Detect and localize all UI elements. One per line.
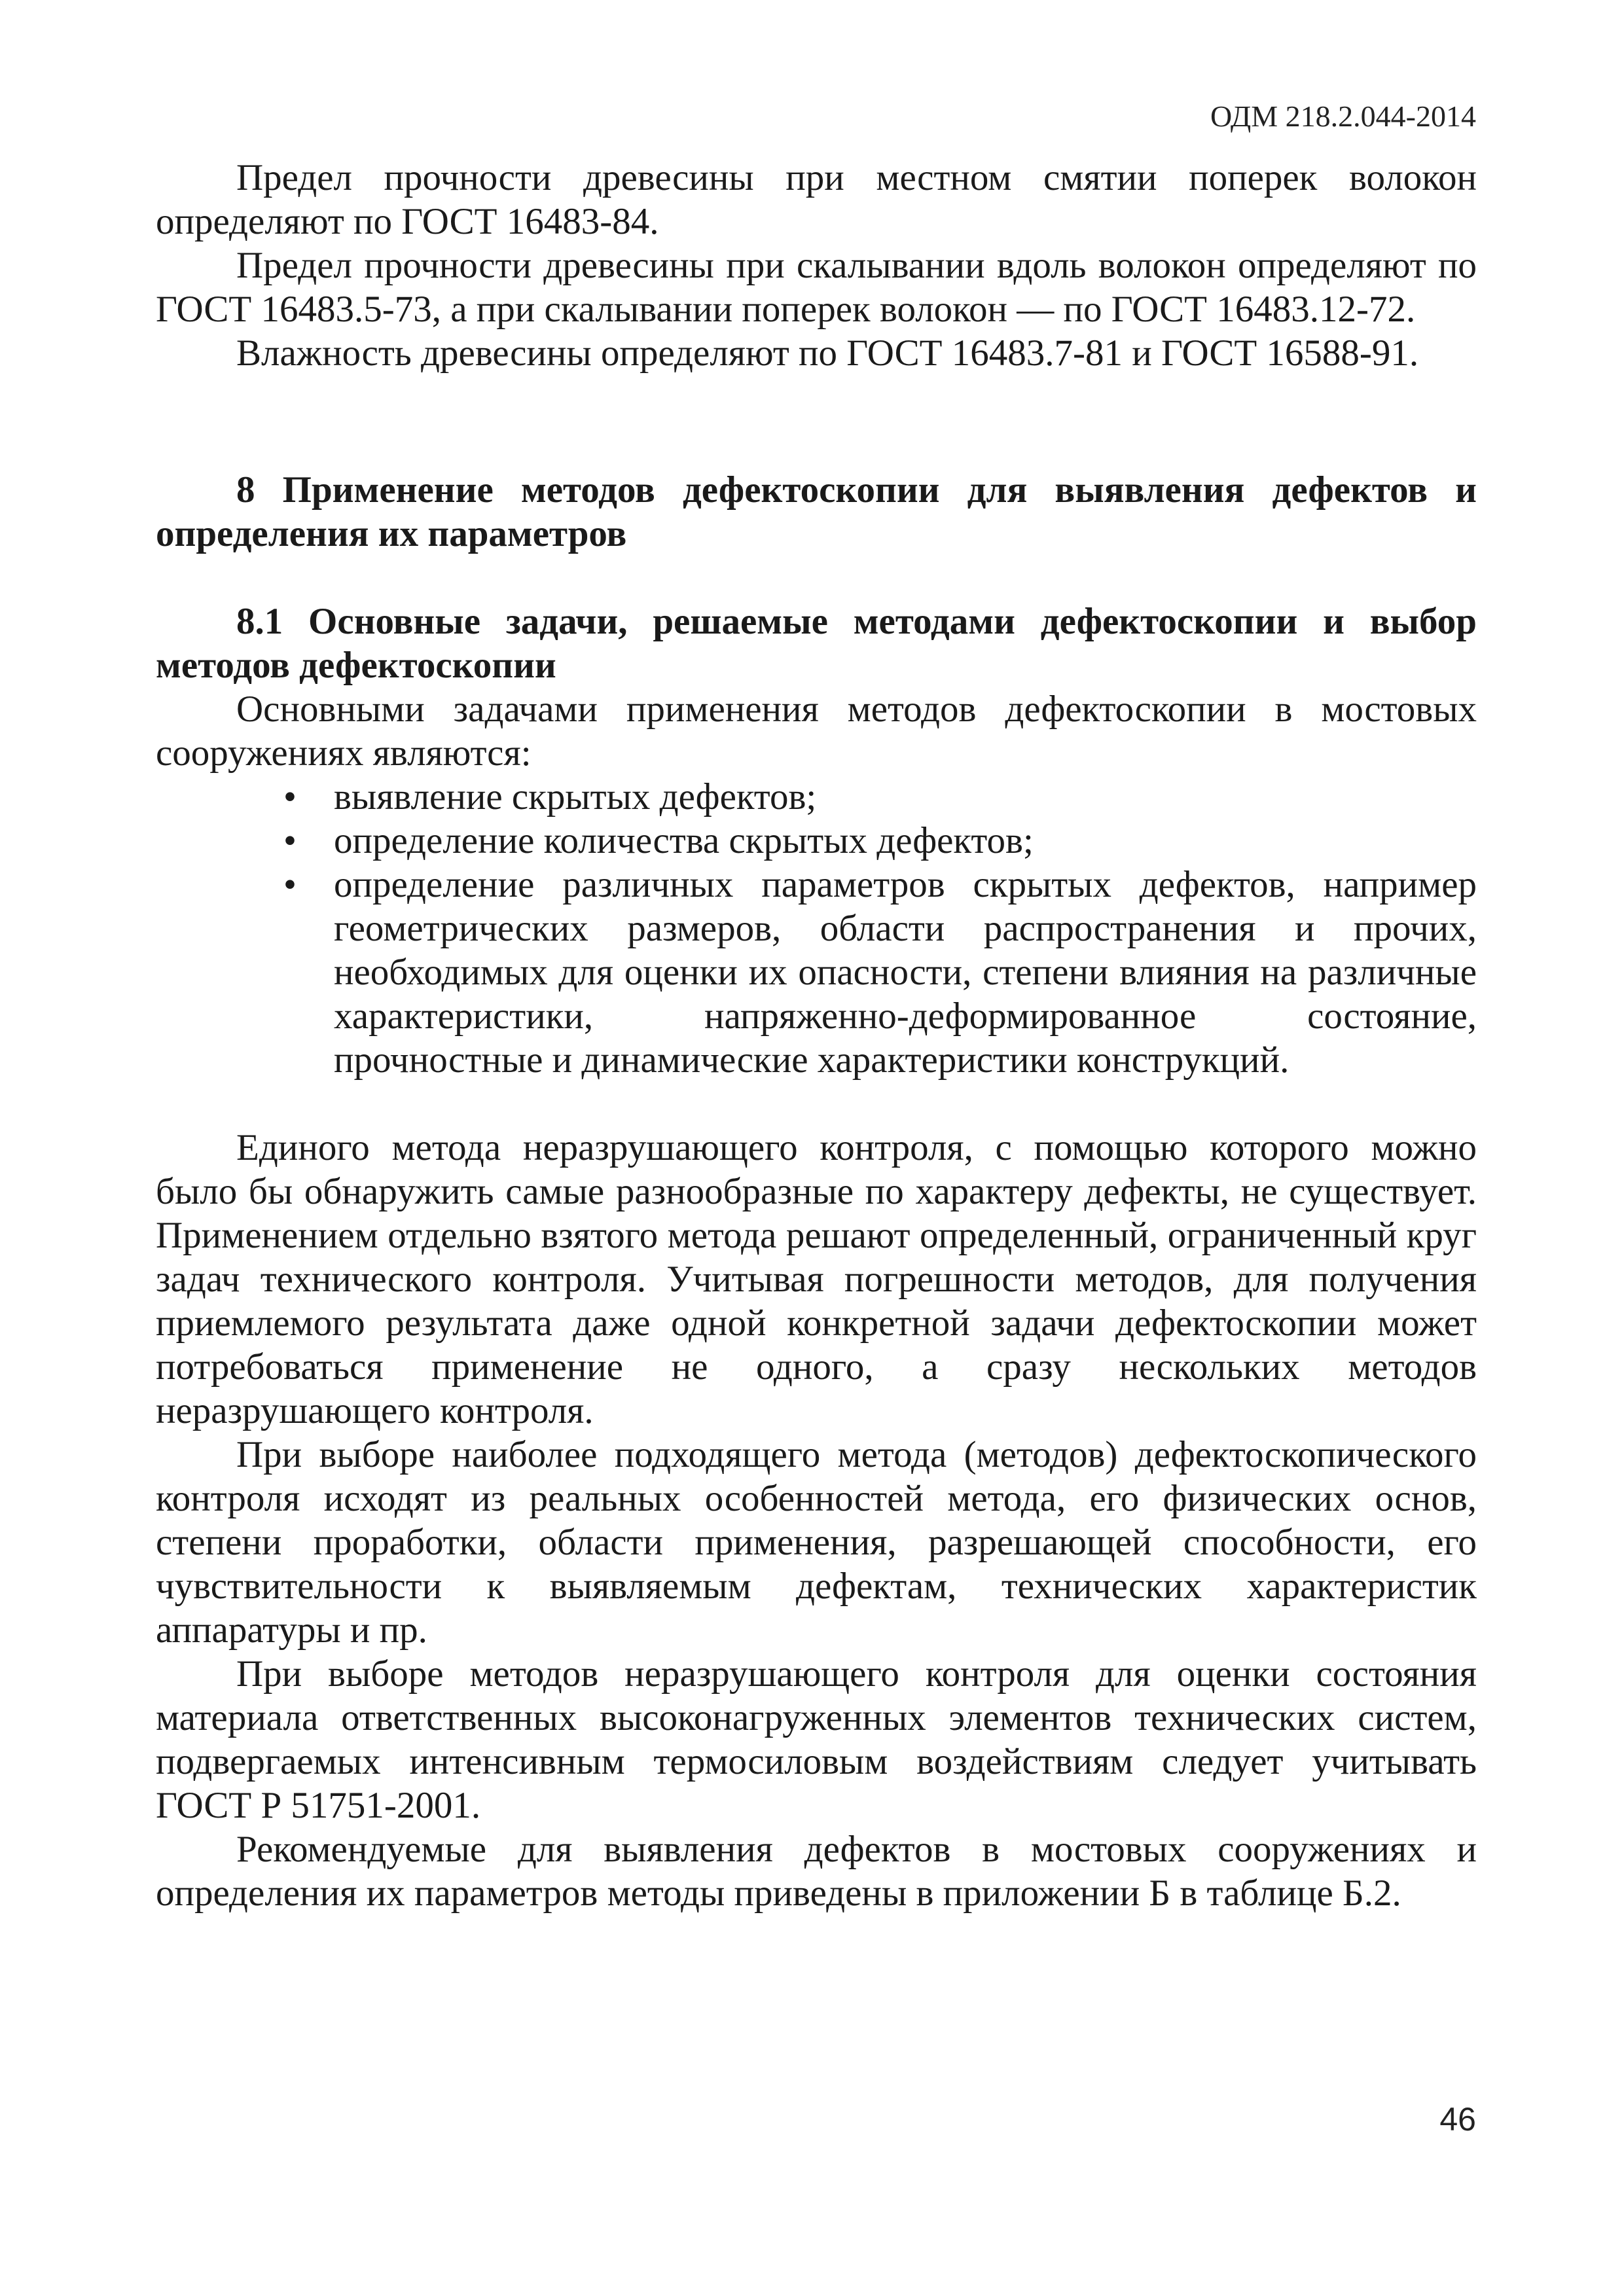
paragraph: Предел прочности древесины при местном смятии поперек волокон определяют по ГОСТ 16483-84. (156, 157, 1477, 242)
bullet-list (156, 775, 1477, 1082)
list-item: • определение количества скрытых дефектов; (156, 819, 1477, 863)
document-code: ОДМ 218.2.044-2014 (1210, 99, 1476, 133)
subsection-heading: 8.1 Основные задачи, решаемые методами дефектоскопии и выбор методов дефектоскопии (156, 601, 1477, 686)
paragraph: Предел прочности древесины при скалывании вдоль волокон определяют по ГОСТ 16483.5-73, а при скалывании поперек волокон — по ГОСТ 16483.12-72. (156, 245, 1477, 330)
paragraph: Влажность древесины определяют по ГОСТ 16483.7-81 и ГОСТ 16588-91. (236, 332, 1419, 374)
paragraph: Единого метода неразрушающего контроля, с помощью которого можно было бы обнаружить самые разнообразные по характеру дефекты, не существует. Применением отдельно взятого метода решают определенный, ограниченный круг задач технического контроля. Учитывая погрешности методов, для получения приемлемого результата даже одной конкретной задачи дефектоскопии может потребоваться применение не одного, а сразу нескольких методов неразрушающего контроля. (156, 1127, 1477, 1431)
paragraph: При выборе методов неразрушающего контроля для оценки состояния материала ответственных высоконагруженных элементов технических систем, подвергаемых интенсивным термосиловым воздействиям следует учитывать ГОСТ Р 51751-2001. (156, 1653, 1477, 1826)
list-item: • выявление скрытых дефектов; (156, 775, 1477, 819)
paragraph: При выборе наиболее подходящего метода (методов) дефектоскопического контроля исходят из реальных особенностей метода, его физических основ, степени проработки, области применения, разрешающей способности, его чувствительности к выявляемым дефектам, технических характеристик аппаратуры и пр. (156, 1434, 1477, 1651)
section-heading: 8 Применение методов дефектоскопии для выявления дефектов и определения их параметров (156, 469, 1477, 554)
page-number: 46 (1439, 2101, 1476, 2138)
list-item: • определение различных параметров скрытых дефектов, например геометрических размеров, области распространения и прочих, необходимых для оценки их опасности, степени влияния на различные характеристики, напряженно-деформированное состояние, прочностные и динамические характеристики конструкций. (156, 863, 1477, 1082)
page-content (156, 156, 1477, 1915)
paragraph: Основными задачами применения методов дефектоскопии в мостовых сооружениях являются: (156, 689, 1477, 774)
paragraph: Рекомендуемые для выявления дефектов в мостовых сооружениях и определения их параметров методы приведены в приложении Б в таблице Б.2. (156, 1829, 1477, 1914)
